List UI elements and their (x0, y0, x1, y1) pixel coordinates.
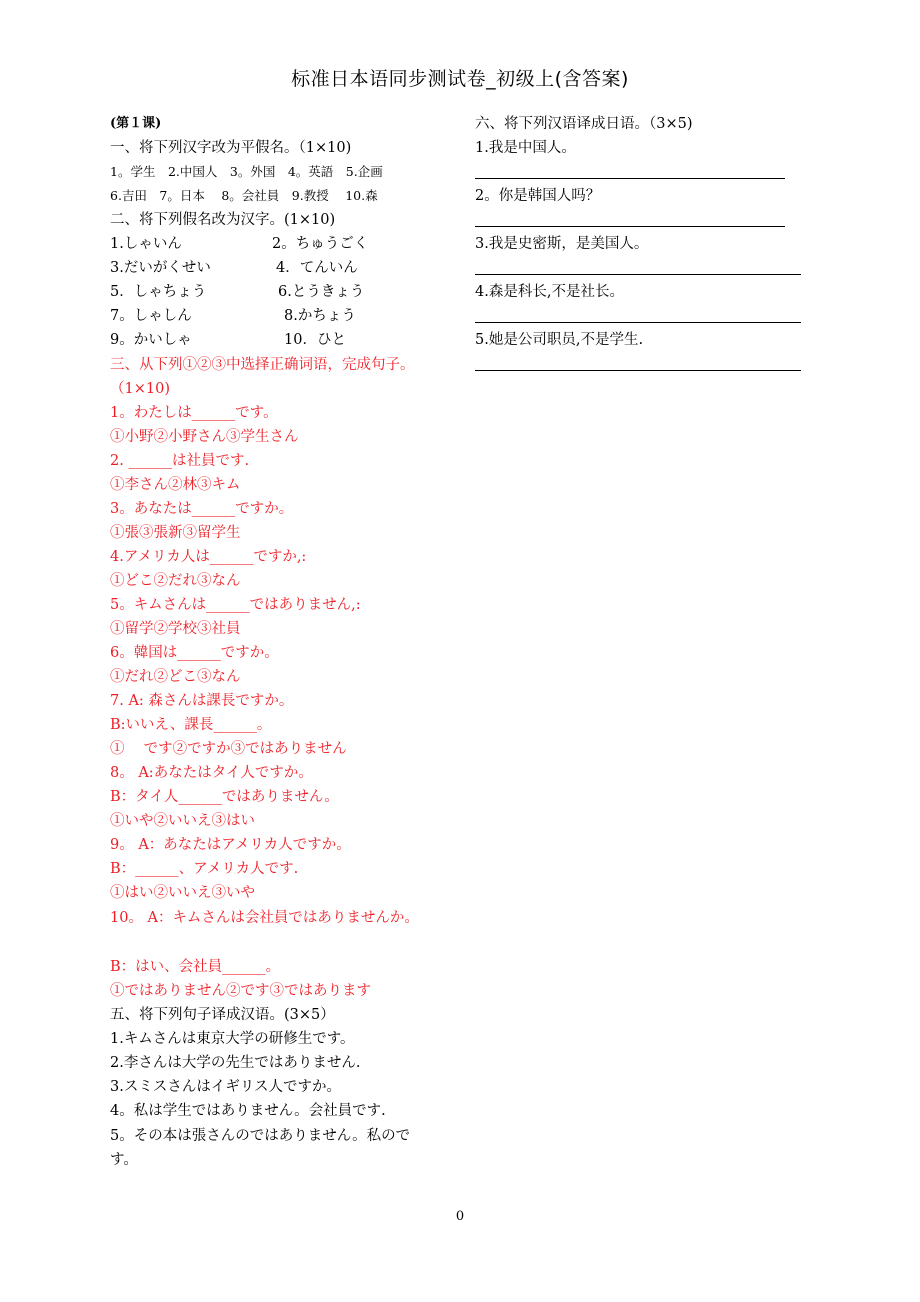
section3-line: B：______、アメリカ人です. (110, 861, 299, 877)
section6-item: 1.我是中国人。 (475, 140, 576, 156)
section2-item: 9。かいしゃ (110, 332, 192, 348)
section2-item: 7。しゃしん (110, 308, 192, 324)
answer-line (475, 178, 785, 179)
section3-line: ①ではありません②です③ではあります (110, 983, 371, 999)
section1-row-1: 1。学生 2.中国人 3。外国 4。英語 5.企画 (110, 164, 383, 179)
section1-heading: 一、将下列汉字改为平假名。（1×10) (110, 140, 352, 156)
section5-line: 2.李さんは大学の先生ではありません. (110, 1055, 361, 1071)
answer-line (475, 322, 801, 323)
section2-item: 5．しゃちょう (110, 284, 207, 300)
section3-line: 9。 A：あなたはアメリカ人ですか。 (110, 837, 351, 853)
section3-line: ①だれ②どこ③なん (110, 669, 241, 685)
section2-item: 2。ちゅうごく (272, 236, 369, 252)
section3-line: ①いや②いいえ③はい (110, 813, 255, 829)
section2-item: 6.とうきょう (278, 284, 365, 300)
page-title: 标准日本语同步测试卷_初级上(含答案) (291, 68, 629, 90)
section2-item: 8.かちょう (284, 308, 356, 324)
section3-line: 8。 A:あなたはタイ人ですか。 (110, 765, 313, 781)
section3-line: ①はい②いいえ③いや (110, 885, 255, 901)
section3-line: 7. A: 森さんは課長ですか。 (110, 693, 294, 709)
section2-item: 3.だいがくせい (110, 260, 211, 276)
section3-line: 1。わたしは______です。 (110, 405, 278, 421)
lesson-label: (第１课) (110, 116, 162, 131)
section3-line: ①どこ②だれ③なん (110, 573, 241, 589)
section1-row-2: 6.吉田 7。日本 8。会社員 9.教授 10.森 (110, 188, 378, 203)
section3-line: 3。あなたは______ですか。 (110, 501, 294, 517)
section6-item: 5.她是公司职员,不是学生. (475, 332, 644, 348)
section3-line: ① です②ですか③ではありません (110, 741, 347, 757)
section6-item: 4.森是科长,不是社长。 (475, 284, 624, 300)
section2-item: 1.しゃいん (110, 236, 182, 252)
section3-line: 4.アメリカ人は______ですか,: (110, 549, 307, 565)
section3-heading: 三、从下列①②③中选择正确词语，完成句子。 (110, 357, 415, 373)
section5-line: 3.スミスさんはイギリス人ですか。 (110, 1079, 342, 1095)
section5-line: す。 (110, 1152, 138, 1168)
answer-line (475, 226, 785, 227)
section5-heading: 五、将下列句子译成汉语。(3×5） (110, 1007, 335, 1023)
section3-line: ①留学②学校③社員 (110, 621, 241, 637)
section3-line: ①小野②小野さん③学生さん (110, 429, 299, 445)
section2-item: 4．てんいん (276, 260, 358, 276)
section3-line: B：はい、会社員______。 (110, 959, 281, 975)
section5-line: 5。その本は張さんのではありません。私ので (110, 1128, 411, 1144)
section3-line: B：タイ人______ではありません。 (110, 789, 339, 805)
section5-line: 4。私は学生ではありません。会社員です. (110, 1103, 386, 1119)
section5-line: 1.キムさんは東京大学の研修生です。 (110, 1031, 355, 1047)
section2-item: 10．ひと (284, 332, 346, 348)
section6-heading: 六、将下列汉语译成日语。（3×5) (475, 116, 693, 132)
page-number: 0 (455, 1209, 465, 1224)
section3-score: （1×10) (110, 381, 170, 397)
answer-line (475, 274, 801, 275)
section3-line: ①張③張新③留学生 (110, 525, 241, 541)
section6-item: 2。你是韩国人吗？ (475, 188, 601, 204)
section3-line: 5。キムさんは______ではありません,: (110, 597, 361, 613)
section6-item: 3.我是史密斯，是美国人。 (475, 236, 649, 252)
section2-heading: 二、将下列假名改为汉字。(1×10) (110, 212, 336, 228)
section3-line: 6。韓国は______ですか。 (110, 645, 279, 661)
section3-line: 2. ______は社員です. (110, 453, 250, 469)
section3-line: ①李さん②林③キム (110, 477, 241, 493)
section3-line: 10。 A：キムさんは会社員ではありませんか。 (110, 910, 419, 926)
section3-line: B:いいえ、課長______。 (110, 717, 272, 733)
answer-line (475, 370, 801, 371)
